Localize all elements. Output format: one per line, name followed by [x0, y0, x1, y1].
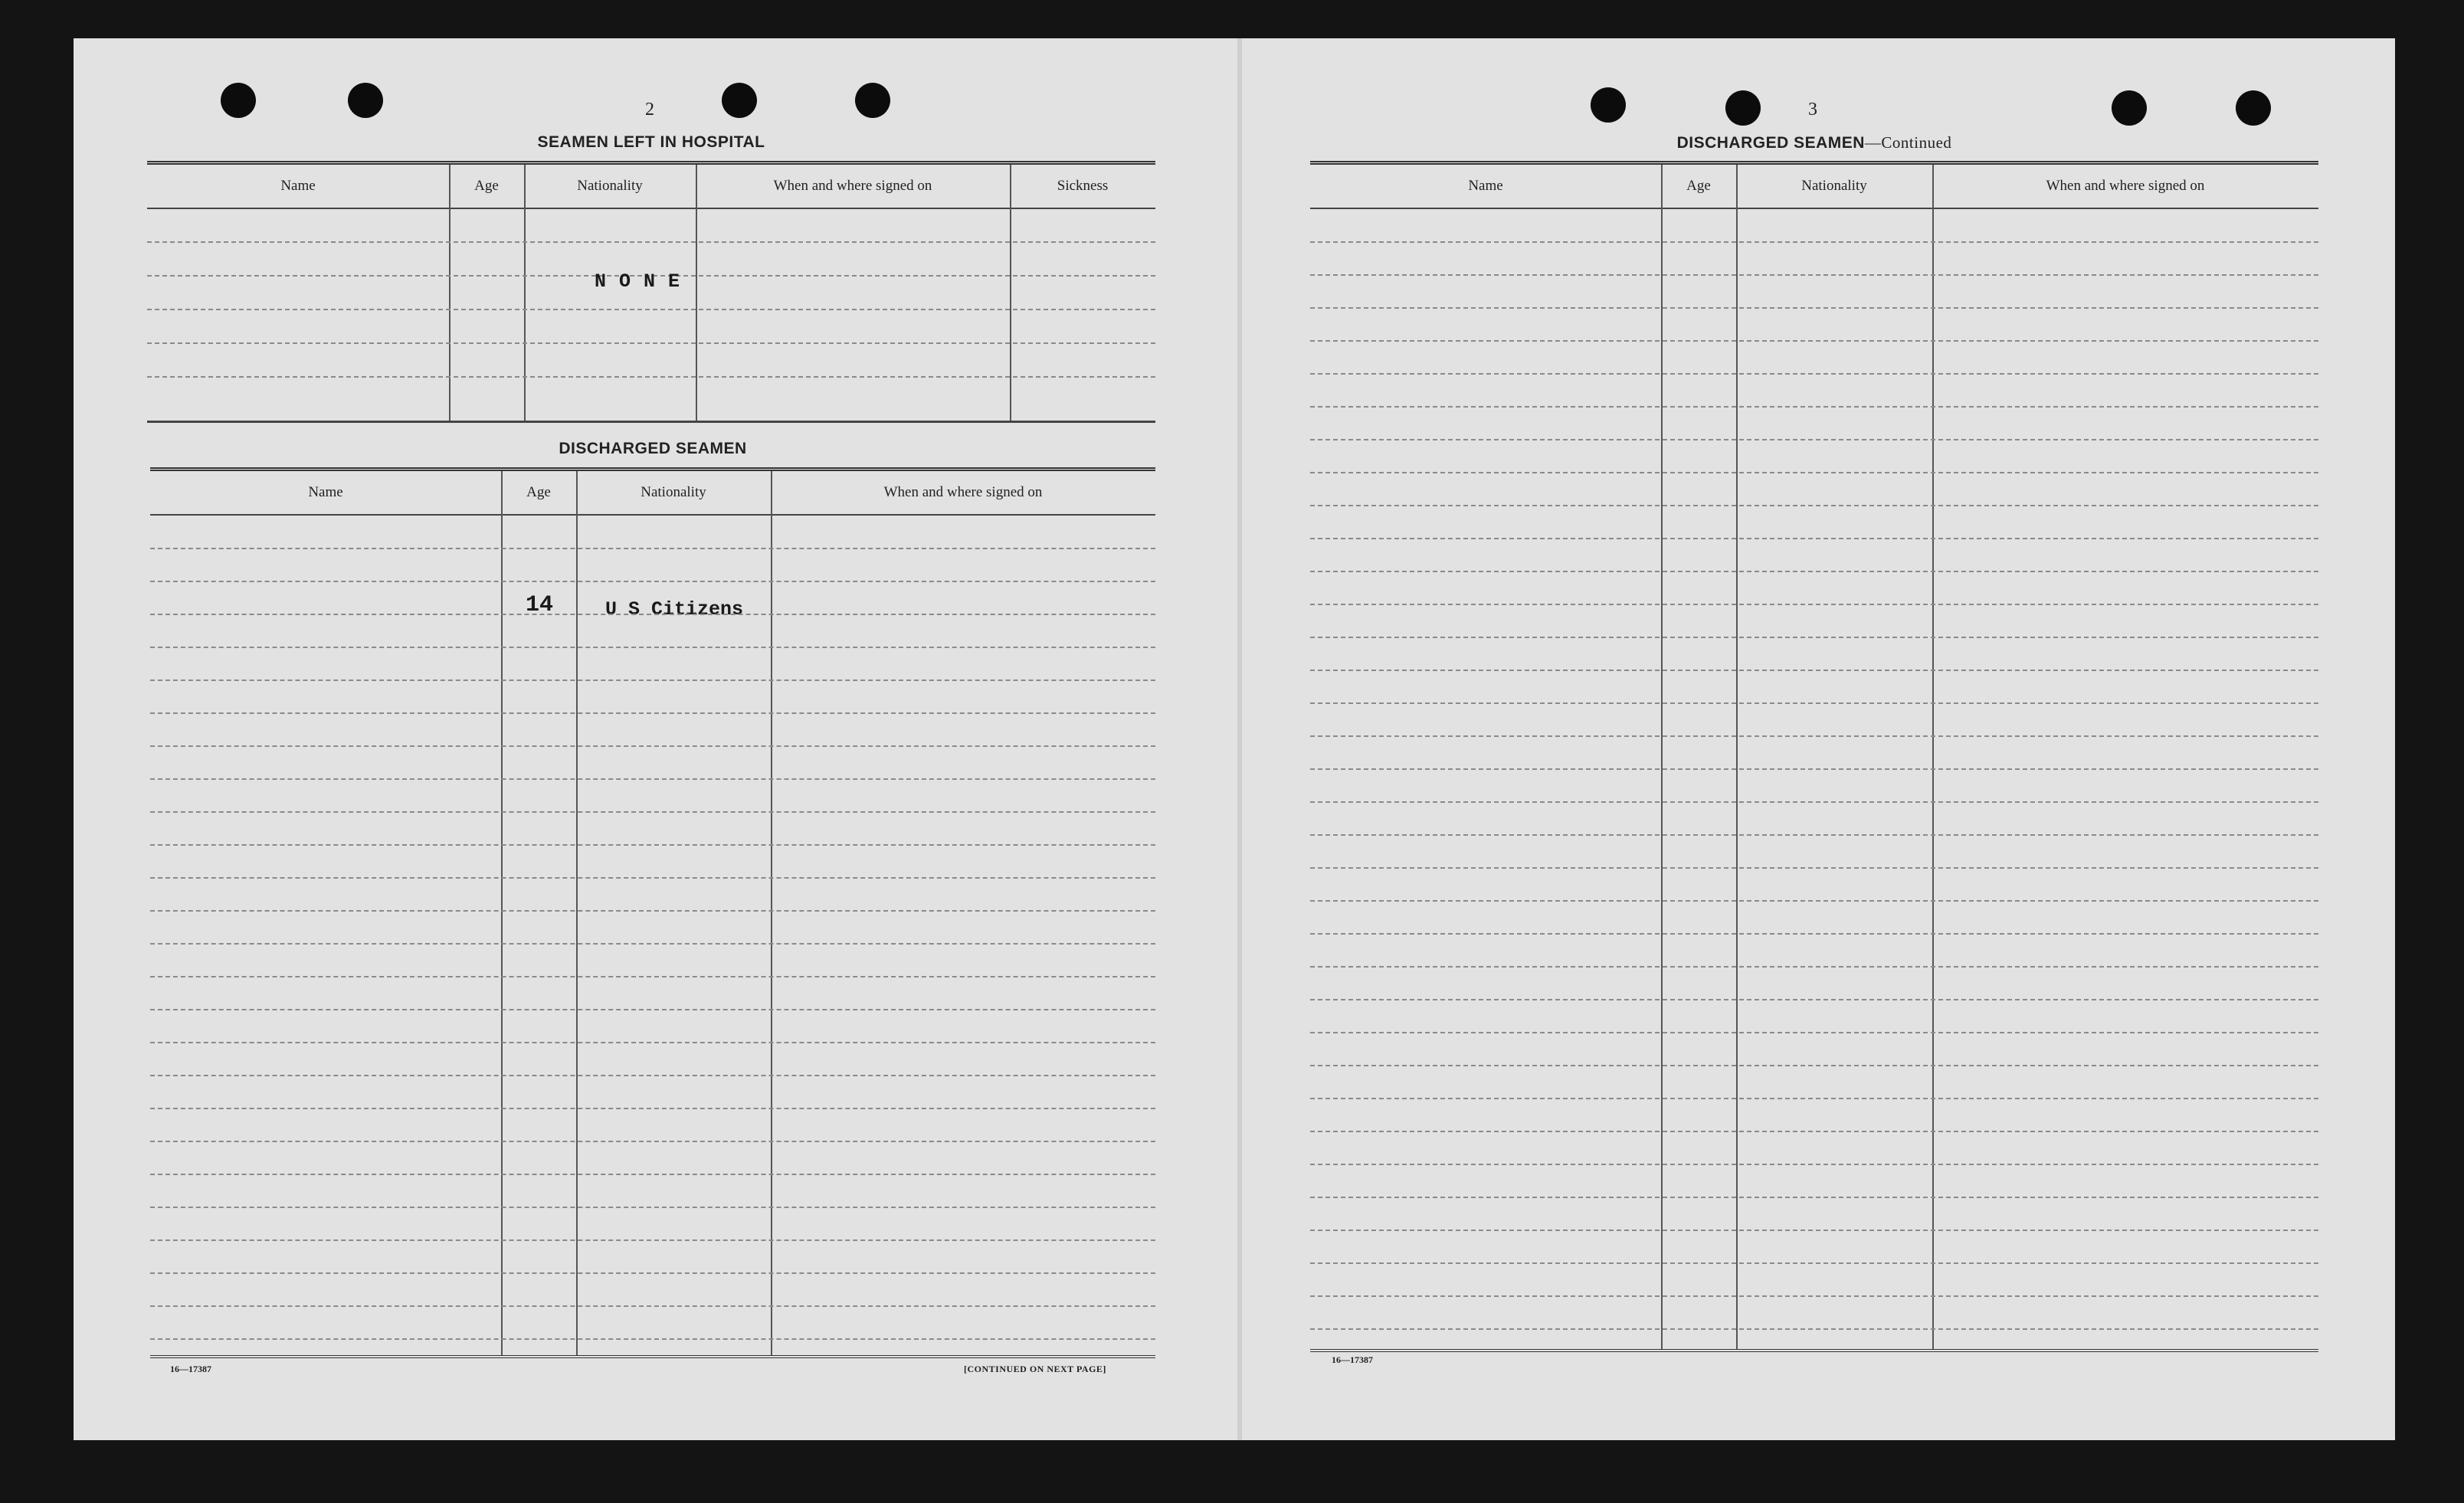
header-signed-on: When and where signed on — [2046, 178, 2205, 194]
row-rule — [1310, 702, 2318, 704]
row-rule — [147, 309, 1155, 310]
row-rule — [1310, 538, 2318, 539]
column-divider — [1661, 165, 1663, 1349]
hospital-table-header — [147, 165, 1155, 209]
nationality-entry: U S Citizens — [605, 598, 744, 621]
row-rule — [150, 976, 1155, 977]
title-continued: —Continued — [1864, 133, 1952, 152]
row-rule — [150, 548, 1155, 549]
row-rule — [1310, 1262, 2318, 1264]
punch-hole — [1725, 90, 1761, 126]
row-rule — [150, 1338, 1155, 1340]
hospital-table — [147, 161, 1155, 423]
title-main: DISCHARGED SEAMEN — [1676, 134, 1865, 152]
discharged-continued-header — [1310, 165, 2318, 209]
row-rule — [1310, 637, 2318, 638]
row-rule — [1310, 1328, 2318, 1330]
continued-note: [CONTINUED ON NEXT PAGE] — [964, 1364, 1106, 1374]
row-rule — [1310, 307, 2318, 309]
column-divider — [524, 165, 526, 421]
column-divider — [576, 471, 578, 1355]
discharged-section-title: DISCHARGED SEAMEN — [559, 440, 747, 457]
row-rule — [150, 1009, 1155, 1010]
column-divider — [501, 471, 503, 1355]
page-number-left: 2 — [645, 100, 654, 120]
header-name: Name — [280, 178, 316, 194]
row-rule — [1310, 966, 2318, 968]
row-rule — [1310, 735, 2318, 737]
header-nationality: Nationality — [641, 484, 706, 500]
column-divider — [696, 165, 697, 421]
row-rule — [150, 1207, 1155, 1208]
row-rule — [150, 1272, 1155, 1274]
header-name: Name — [308, 484, 343, 500]
column-divider — [1932, 165, 1934, 1349]
discharged-continued-table — [1310, 161, 2318, 1352]
row-rule — [1310, 472, 2318, 473]
discharged-table-header — [150, 471, 1155, 516]
row-rule — [1310, 604, 2318, 605]
row-rule — [150, 811, 1155, 813]
row-rule — [147, 342, 1155, 344]
row-rule — [1310, 1065, 2318, 1066]
punch-hole — [1591, 87, 1626, 123]
row-rule — [1310, 1032, 2318, 1033]
row-rule — [150, 1239, 1155, 1241]
row-rule — [1310, 1164, 2318, 1165]
age-entry: 14 — [526, 592, 554, 618]
row-rule — [147, 241, 1155, 243]
hospital-none-entry: N O N E — [595, 270, 681, 293]
header-name: Name — [1468, 178, 1503, 194]
row-rule — [150, 910, 1155, 912]
row-rule — [150, 745, 1155, 747]
row-rule — [1310, 1197, 2318, 1198]
row-rule — [1310, 241, 2318, 243]
row-rule — [1310, 670, 2318, 671]
row-rule — [150, 778, 1155, 780]
row-rule — [1310, 801, 2318, 803]
discharged-continued-title — [1310, 133, 2318, 152]
row-rule — [147, 376, 1155, 378]
header-age: Age — [1686, 178, 1711, 194]
punch-hole — [2112, 90, 2147, 126]
header-nationality: Nationality — [577, 178, 643, 194]
row-rule — [150, 1305, 1155, 1307]
row-rule — [150, 712, 1155, 714]
row-rule — [1310, 373, 2318, 375]
form-number-left: 16—17387 — [170, 1364, 211, 1374]
row-rule — [1310, 1131, 2318, 1132]
column-divider — [1736, 165, 1738, 1349]
row-rule — [1310, 900, 2318, 902]
row-rule — [1310, 999, 2318, 1000]
row-rule — [1310, 867, 2318, 869]
column-divider — [449, 165, 451, 421]
row-rule — [150, 943, 1155, 945]
row-rule — [1310, 274, 2318, 276]
row-rule — [1310, 1230, 2318, 1231]
row-rule — [1310, 406, 2318, 408]
row-rule — [1310, 768, 2318, 770]
row-rule — [1310, 340, 2318, 342]
row-rule — [1310, 834, 2318, 836]
row-rule — [150, 1174, 1155, 1175]
page-fold — [1237, 38, 1242, 1440]
row-rule — [1310, 571, 2318, 572]
row-rule — [150, 614, 1155, 615]
header-sickness: Sickness — [1057, 178, 1109, 194]
row-rule — [150, 844, 1155, 846]
row-rule — [1310, 1098, 2318, 1099]
header-nationality: Nationality — [1801, 178, 1867, 194]
row-rule — [1310, 505, 2318, 506]
row-rule — [150, 1075, 1155, 1076]
row-rule — [1310, 439, 2318, 440]
punch-hole — [221, 83, 256, 118]
page-number-right: 3 — [1808, 100, 1817, 120]
row-rule — [1310, 1295, 2318, 1297]
row-rule — [150, 1042, 1155, 1043]
header-age: Age — [474, 178, 499, 194]
punch-hole — [722, 83, 757, 118]
header-age: Age — [526, 484, 551, 500]
row-rule — [150, 647, 1155, 648]
row-rule — [150, 679, 1155, 681]
punch-hole — [855, 83, 890, 118]
hospital-section-title: SEAMEN LEFT IN HOSPITAL — [537, 133, 765, 151]
column-divider — [1010, 165, 1011, 421]
punch-hole — [348, 83, 383, 118]
row-rule — [150, 1108, 1155, 1109]
discharged-table — [150, 467, 1155, 1358]
header-signed-on: When and where signed on — [883, 484, 1043, 500]
row-rule — [150, 877, 1155, 879]
row-rule — [1310, 933, 2318, 935]
row-rule — [150, 581, 1155, 582]
form-number-right: 16—17387 — [1332, 1354, 1373, 1365]
punch-hole — [2236, 90, 2271, 126]
row-rule — [150, 1141, 1155, 1142]
column-divider — [771, 471, 772, 1355]
header-signed-on: When and where signed on — [773, 178, 932, 194]
